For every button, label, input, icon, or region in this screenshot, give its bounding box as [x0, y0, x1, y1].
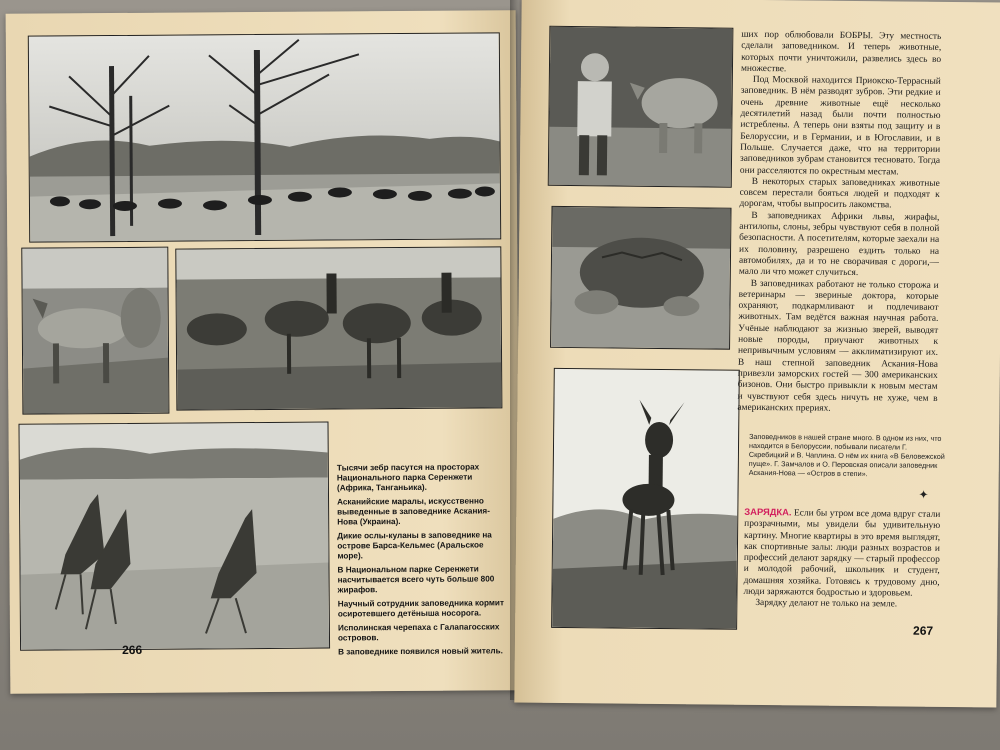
ornament-star-icon: ✦ — [918, 487, 929, 502]
section-text-2: Зарядку делают не только на земле. — [755, 598, 898, 610]
photo-fawn — [551, 368, 740, 630]
photo-zebras — [28, 32, 501, 242]
section-heading: ЗАРЯДКА. — [744, 505, 792, 518]
photo-tortoise — [550, 206, 731, 350]
left-page — [6, 10, 521, 694]
caption-fawn: В заповеднике появился новый житель. — [338, 646, 503, 657]
caption-rhino: Научный сотрудник заповедника кормит осиротевшего детёныша носорога. — [337, 598, 504, 619]
article-paragraph: Под Москвой находится Приокско-Террасный заповедник. В нём разводят зубров. Эти редкие и очень древние животные ещё несколько десятилетий назад были почти полностью истреблены. А теперь они взяты под защиту и в Белоруссии, и в Германии, и в Югославии, и в Польше. Случается даже, что на территории заповедников зубрам становится тесновато. Тогда они расселяются по окрестным местам. — [739, 75, 941, 178]
photo-giraffes — [18, 422, 330, 651]
left-captions — [337, 462, 510, 661]
photo-rhino-feeding — [548, 26, 734, 188]
caption-zebras: Тысячи зебр пасутся на просторах Национального парка Серенжети (Африка, Танганьика). — [336, 462, 480, 493]
page-number-right: 267 — [913, 623, 934, 638]
article-paragraph: В заповедниках работают не только сторожа и ветеринары — звериные доктора, которые охраняют, подкармливают и подлечивают животных. Там ведётся важная научная работа. Учёные наблюдают за жизнью зверей, выводят новые породы, приучают животных к непривычным условиям — акклиматизируют их. В наш степной заповедник Аскания-Нова привезли заморских гостей — 300 американских бизонов. Они быстро привыкли к новым местам и чувствуют себя здесь ничуть не хуже, чем в американских прериях. — [737, 278, 939, 414]
caption-giraffes: В Национальном парке Серенжети насчитывается всего чуть больше 800 жирафов. — [337, 564, 495, 595]
right-page — [514, 0, 1000, 708]
article-paragraph: ших пор облюбовали БОБРЫ. Эту местность сделали заповедником. И теперь животные, которых почти уничтожили, развелись здесь во множестве. — [740, 29, 942, 75]
caption-deer: Асканийские маралы, искусственно выведенные в заповеднике Аскания-Нова (Украина). — [337, 496, 490, 527]
page-number-left: 266 — [122, 642, 143, 657]
caption-tortoise: Исполинская черепаха с Галапагосских островов. — [337, 622, 500, 643]
caption-wild-asses: Дикие ослы-куланы в заповеднике на острове Барса-Кельмес (Аральское море). — [337, 530, 492, 561]
article-paragraph: В заповедниках Африки львы, жирафы, антилопы, слоны, зебры чувствуют себя в полной безопасности. А посетителям, которые заехали на их половину, разрешено ездить только на автомобилях, да и то не сворачивая с дороги,— мало ли что может случиться. — [738, 210, 940, 279]
article-text — [737, 30, 941, 416]
article-paragraph: В некоторых старых заповедниках животные совсем перестали бояться людей и подходят к дорогам, чтобы выпросить лакомства. — [739, 176, 940, 211]
photo-deer — [175, 246, 502, 410]
section-zaryadka — [743, 506, 940, 612]
photo-wild-asses — [21, 247, 169, 415]
section-text: Если бы утром все дома вдруг стали прозрачными, мы увидели бы удивительную картину. Многие квартиры в это время выглядят, как спортивные залы: люди разных возрастов и профессий делают зарядку — старый профессор и молодой рабочий, школьник и студент, домашняя хозяйка. Готовясь к трудовому дню, люди заряжаются бодростью и здоровьем. — [743, 508, 941, 599]
footnote: Заповедников в нашей стране много. В одном из них, что находится в Белоруссии, побывали писатели Г. Скребицкий и В. Чаплина. О нём их книга «В Беловежской пуще». Г. Замчалов и О. Перовская описали заповедник Аскания-Нова — «Остров в степи». — [748, 431, 945, 479]
